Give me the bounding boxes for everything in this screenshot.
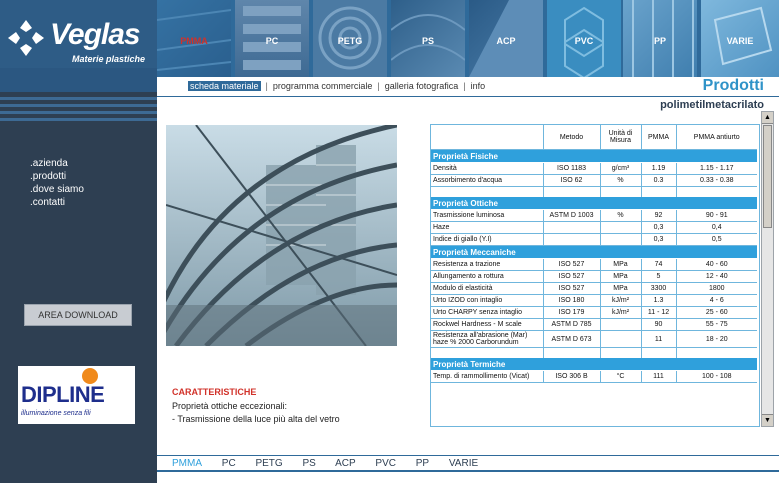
table-cell: [600, 234, 641, 246]
table-cell: ISO 527: [543, 271, 600, 283]
table-cell: ISO 180: [543, 295, 600, 307]
scroll-down-button[interactable]: ▼: [762, 414, 773, 426]
table-cell: ISO 62: [543, 175, 600, 187]
subnav-info[interactable]: info: [470, 81, 486, 91]
table-cell: MPa: [600, 259, 641, 271]
tab-ps[interactable]: [391, 0, 465, 77]
brand-tagline: Materie plastiche: [72, 54, 146, 64]
table-cell: g/cm³: [600, 163, 641, 175]
top-tab-bar: [157, 0, 779, 77]
table-cell: 0,3: [641, 222, 676, 234]
table-cell: 90 - 91: [676, 210, 757, 222]
table-cell: kJ/m²: [600, 295, 641, 307]
table-cell: 1800: [676, 283, 757, 295]
side-nav-item-dove-siamo[interactable]: .dove siamo: [30, 184, 84, 195]
table-cell: [543, 234, 600, 246]
table-row: [431, 259, 757, 271]
side-nav-item-contatti[interactable]: .contatti: [30, 197, 66, 208]
table-cell: ASTM D 673: [543, 331, 600, 348]
property-name: Trasmissione luminosa: [431, 210, 543, 222]
table-cell: ISO 527: [543, 259, 600, 271]
features-line: Proprietà ottiche eccezionali:: [172, 401, 288, 411]
table-row: [431, 283, 757, 295]
table-header-cell: [431, 125, 543, 150]
table-row: [431, 234, 757, 246]
table-cell: [600, 348, 641, 359]
side-nav: [30, 157, 84, 209]
table-section-label: Proprietà Fisiche: [431, 150, 757, 163]
table-header-cell: PMMA: [641, 125, 676, 150]
property-name: Indice di giallo (Y.I): [431, 234, 543, 246]
table-cell: MPa: [600, 271, 641, 283]
page-title: Prodotti: [702, 77, 764, 94]
scrollbar-thumb[interactable]: [763, 125, 772, 228]
table-cell: ISO 1183: [543, 163, 600, 175]
logo[interactable]: [0, 0, 157, 68]
side-nav-item-prodotti[interactable]: .prodotti: [30, 171, 67, 182]
subnav-separator: |: [377, 81, 380, 91]
bottom-nav: [172, 458, 495, 469]
table-cell: ISO 306 B: [543, 371, 600, 383]
sub-nav: [188, 81, 485, 91]
table-cell: 12 - 40: [676, 271, 757, 283]
property-name: Urto CHARPY senza intaglio: [431, 307, 543, 319]
subnav-separator: |: [463, 81, 466, 91]
table-cell: 18 - 20: [676, 331, 757, 348]
sidebar-stripe: [0, 97, 157, 100]
dipline-tagline: illuminazione senza fili: [21, 410, 91, 417]
product-photo: [166, 125, 397, 346]
property-name: Modulo di elasticità: [431, 283, 543, 295]
table-cell: [641, 187, 676, 198]
footer-band: [157, 472, 779, 483]
table-cell: [676, 187, 757, 198]
subnav-programma-commerciale[interactable]: programma commerciale: [272, 81, 373, 91]
table-cell: [600, 319, 641, 331]
scroll-up-button[interactable]: ▲: [762, 112, 773, 124]
subnav-galleria-fotografica[interactable]: galleria fotografica: [384, 81, 459, 91]
table-cell: ASTM D 785: [543, 319, 600, 331]
features-block: [172, 387, 392, 426]
dipline-banner[interactable]: [18, 366, 135, 424]
sidebar: [0, 0, 157, 483]
table-cell: 25 - 60: [676, 307, 757, 319]
table-cell: 100 - 108: [676, 371, 757, 383]
table-row: [431, 331, 757, 348]
table-cell: 3300: [641, 283, 676, 295]
table-row: [431, 210, 757, 222]
tab-label: PETG: [337, 36, 363, 46]
table-row: [431, 163, 757, 175]
table-cell: [431, 348, 543, 359]
tab-label: VARIE: [726, 36, 754, 46]
sidebar-stripe: [0, 118, 157, 121]
table-cell: °C: [600, 371, 641, 383]
tab-pvc[interactable]: [547, 0, 621, 77]
table-cell: %: [600, 210, 641, 222]
table-row: [431, 222, 757, 234]
sub-header: [157, 77, 779, 97]
property-name: Assorbimento d'acqua: [431, 175, 543, 187]
divider: [157, 96, 779, 97]
tab-acp[interactable]: [469, 0, 543, 77]
sidebar-band: [0, 68, 157, 92]
table-cell: [676, 348, 757, 359]
bottom-nav-ps[interactable]: PS: [302, 458, 316, 469]
page-subtitle: polimetilmetacrilato: [660, 99, 764, 111]
table-cell: 0,4: [676, 222, 757, 234]
properties-table-viewport[interactable]: [430, 124, 760, 427]
bottom-nav-pc[interactable]: PC: [221, 458, 236, 469]
table-cell: 111: [641, 371, 676, 383]
table-row: [431, 319, 757, 331]
table-cell: 11: [641, 331, 676, 348]
table-spacer-row: [431, 348, 757, 359]
table-cell: [543, 348, 600, 359]
glass-roof-illustration: [166, 125, 397, 346]
subnav-scheda-materiale[interactable]: scheda materiale: [190, 81, 259, 91]
table-row: [431, 175, 757, 187]
table-section-label: Proprietà Ottiche: [431, 197, 757, 210]
table-section-label: Proprietà Meccaniche: [431, 246, 757, 259]
tab-pc[interactable]: [235, 0, 309, 77]
property-name: Resistenza all'abrasione (Mar) haze % 2000 Carborundum: [431, 331, 543, 348]
table-row: [431, 371, 757, 383]
properties-table: [431, 125, 757, 383]
table-cell: ISO 179: [543, 307, 600, 319]
table-cell: [600, 331, 641, 348]
sidebar-stripe: [0, 111, 157, 114]
table-cell: 0,3: [641, 234, 676, 246]
table-spacer-row: [431, 187, 757, 198]
table-cell: [600, 187, 641, 198]
divider: [157, 455, 779, 456]
table-cell: 5: [641, 271, 676, 283]
table-cell: 0.3: [641, 175, 676, 187]
tab-label: PMMA: [180, 36, 208, 46]
table-cell: 11 - 12: [641, 307, 676, 319]
table-cell: 90: [641, 319, 676, 331]
table-cell: [600, 222, 641, 234]
property-name: Urto IZOD con intaglio: [431, 295, 543, 307]
table-cell: [543, 187, 600, 198]
dipline-logo-text: DIPLINE: [21, 382, 105, 407]
features-title: CARATTERISTICHE: [172, 387, 257, 397]
table-header-row: [431, 125, 757, 150]
table-cell: 0.33 - 0.38: [676, 175, 757, 187]
table-cell: [543, 222, 600, 234]
table-header-cell: Metodo: [543, 125, 600, 150]
bottom-nav-petg[interactable]: PETG: [255, 458, 283, 469]
bottom-nav-pvc[interactable]: PVC: [375, 458, 396, 469]
table-section-row: [431, 358, 757, 371]
table-cell: ASTM D 1003: [543, 210, 600, 222]
table-header-cell: Unità di Misura: [600, 125, 641, 150]
bottom-nav-pp[interactable]: PP: [415, 458, 430, 469]
tab-label: PS: [421, 36, 434, 46]
table-row: [431, 271, 757, 283]
bottom-nav-acp[interactable]: ACP: [335, 458, 356, 469]
table-row: [431, 307, 757, 319]
property-name: Densità: [431, 163, 543, 175]
table-cell: 4 - 6: [676, 295, 757, 307]
table-section-row: [431, 197, 757, 210]
table-cell: 55 - 75: [676, 319, 757, 331]
tab-label: PP: [653, 36, 666, 46]
brand-name: Veglas: [50, 18, 140, 51]
table-cell: 1.3: [641, 295, 676, 307]
table-cell: [641, 348, 676, 359]
table-cell: 40 - 60: [676, 259, 757, 271]
table-section-row: [431, 246, 757, 259]
table-cell: MPa: [600, 283, 641, 295]
table-cell: 1.19: [641, 163, 676, 175]
subnav-separator: |: [265, 81, 268, 91]
tab-varie[interactable]: [701, 0, 779, 77]
table-cell: %: [600, 175, 641, 187]
veglas-logo-icon: [6, 18, 46, 58]
property-name: Temp. di rammollimento (Vicat): [431, 371, 543, 383]
property-name: Allungamento a rottura: [431, 271, 543, 283]
tab-label: PC: [265, 36, 279, 46]
features-line: - Trasmissione della luce più alta del vetro: [172, 414, 340, 424]
tab-pp[interactable]: [623, 0, 697, 77]
table-cell: ISO 527: [543, 283, 600, 295]
property-name: Resistenza a trazione: [431, 259, 543, 271]
table-cell: kJ/m²: [600, 307, 641, 319]
tab-petg[interactable]: [313, 0, 387, 77]
table-cell: 92: [641, 210, 676, 222]
table-cell: 0,5: [676, 234, 757, 246]
table-cell: 74: [641, 259, 676, 271]
table-header-cell: PMMA antiurto: [676, 125, 757, 150]
side-nav-item-azienda[interactable]: .azienda: [30, 158, 68, 169]
tab-label: PVC: [574, 36, 594, 46]
tab-label: ACP: [496, 36, 516, 46]
property-name: Haze: [431, 222, 543, 234]
area-download-button[interactable]: AREA DOWNLOAD: [24, 304, 132, 326]
bottom-nav-varie[interactable]: VARIE: [448, 458, 479, 469]
table-section-row: [431, 150, 757, 163]
bottom-nav-pmma[interactable]: PMMA: [172, 458, 202, 469]
table-section-label: Proprietà Termiche: [431, 358, 757, 371]
tab-pmma[interactable]: [157, 0, 231, 77]
table-cell: [431, 187, 543, 198]
table-row: [431, 295, 757, 307]
scrollbar[interactable]: [761, 111, 774, 427]
table-cell: 1.15 - 1.17: [676, 163, 757, 175]
property-name: Rockwel Hardness - M scale: [431, 319, 543, 331]
sidebar-stripe: [0, 104, 157, 107]
